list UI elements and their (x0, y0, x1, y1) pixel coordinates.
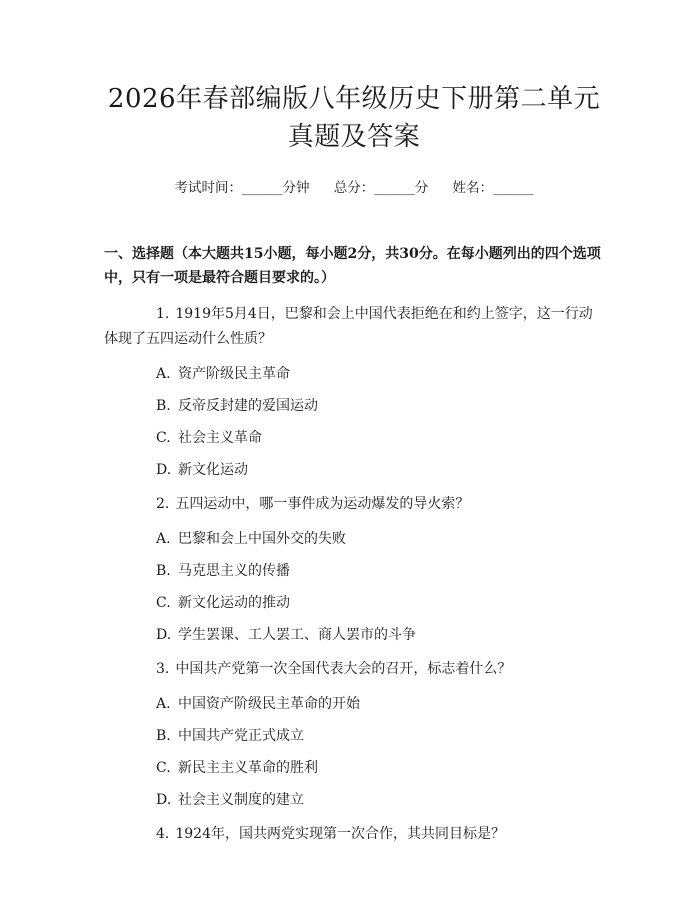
option-text: 马克思主义的传播 (178, 563, 290, 579)
option-text: 巴黎和会上中国外交的失败 (178, 531, 346, 547)
option-letter: A. (156, 696, 171, 712)
option-letter: B. (156, 728, 171, 744)
question-stem (104, 657, 604, 682)
exam-time-field (174, 178, 309, 198)
option-letter: C. (156, 760, 171, 776)
exam-time-unit: 分钟 (282, 180, 310, 196)
exam-info-line (104, 178, 604, 198)
question-text: 1924年，国共两党实现第一次合作，其共同目标是？ (175, 826, 505, 842)
option-text: 新文化运动 (178, 462, 248, 478)
option-letter: B. (156, 563, 171, 579)
student-name-blank: ______ (493, 180, 534, 196)
total-score-label: 总分： (333, 180, 375, 196)
answer-option (156, 460, 604, 480)
student-name-label: 姓名： (452, 180, 494, 196)
answer-option (156, 726, 604, 746)
question-item (104, 822, 604, 847)
answer-option (156, 396, 604, 416)
option-text: 社会主义革命 (178, 430, 262, 446)
question-number: 4. (156, 826, 170, 842)
answer-option (156, 593, 604, 613)
question-text: 中国共产党第一次全国代表大会的召开，标志着什么？ (175, 661, 512, 677)
question-stem (104, 302, 604, 352)
option-letter: A. (156, 366, 171, 382)
document-title: 2026年春部编版八年级历史下册第二单元真题及答案 (107, 84, 601, 152)
option-letter: B. (156, 398, 171, 414)
option-letter: C. (156, 595, 171, 611)
option-text: 新民主主义革命的胜利 (178, 760, 318, 776)
option-letter: D. (156, 792, 172, 808)
answer-option (156, 364, 604, 384)
question-stem (104, 822, 604, 847)
total-score-blank: ______ (374, 180, 415, 196)
answer-option (156, 790, 604, 810)
answer-option (156, 625, 604, 645)
option-letter: C. (156, 430, 171, 446)
question-item (104, 657, 604, 810)
option-text: 中国共产党正式成立 (178, 728, 304, 744)
question-list (104, 302, 604, 847)
question-text: 1919年5月4日，巴黎和会上中国代表拒绝在和约上签字，这一行动体现了五四运动什么性质？ (104, 306, 593, 347)
question-text: 五四运动中，哪一事件成为运动爆发的导火索？ (175, 496, 470, 512)
question-number: 3. (156, 661, 170, 677)
exam-time-blank: ______ (241, 180, 283, 196)
option-letter: D. (156, 627, 172, 643)
answer-option (156, 428, 604, 448)
answer-option (156, 758, 604, 778)
answer-option (156, 694, 604, 714)
option-text: 中国资产阶级民主革命的开始 (178, 696, 360, 712)
question-number: 1. (156, 306, 170, 322)
question-item (104, 492, 604, 645)
answer-option (156, 529, 604, 549)
option-text: 反帝反封建的爱国运动 (178, 398, 318, 414)
option-text: 新文化运动的推动 (178, 595, 290, 611)
question-item (104, 302, 604, 480)
option-text: 社会主义制度的建立 (178, 792, 304, 808)
question-stem (104, 492, 604, 517)
option-text: 资产阶级民主革命 (178, 366, 290, 382)
exam-time-label: 考试时间： (174, 180, 242, 196)
section-heading: 一、选择题（本大题共15小题，每小题2分，共30分。在每小题列出的四个选项中，只有一项是最符合题目要求的。） (104, 246, 601, 286)
option-text: 学生罢课、工人罢工、商人罢市的斗争 (178, 627, 416, 643)
option-letter: A. (156, 531, 171, 547)
total-score-unit: 分 (414, 180, 429, 196)
option-letter: D. (156, 462, 172, 478)
total-score-field (334, 178, 429, 198)
student-name-field (453, 178, 534, 198)
answer-option (156, 561, 604, 581)
question-number: 2. (156, 496, 170, 512)
